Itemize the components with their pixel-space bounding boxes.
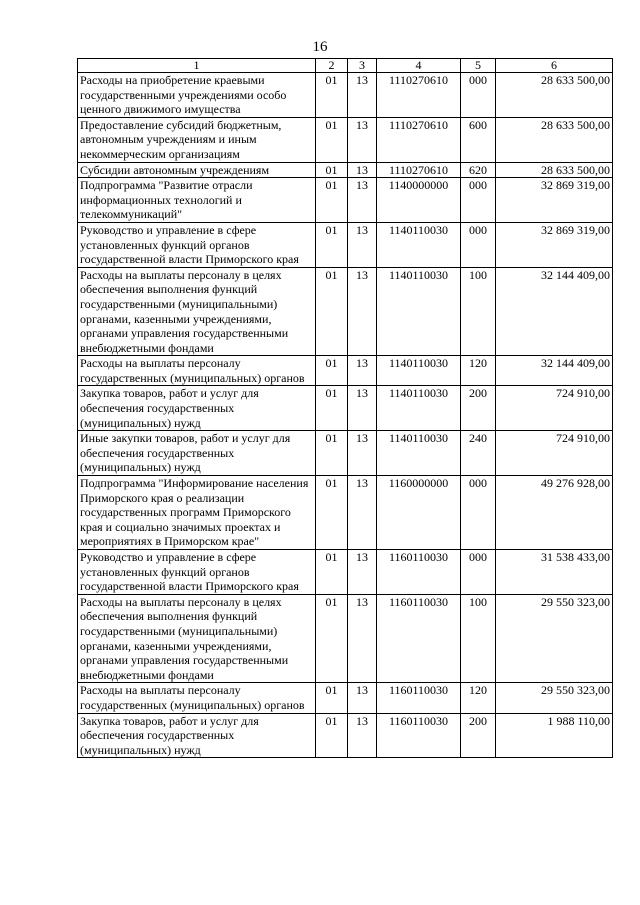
table-row (78, 222, 613, 267)
table-row (78, 594, 613, 683)
table-row (78, 386, 613, 431)
row-section-cell: 01 (316, 178, 348, 223)
row-target-cell: 1160110030 (377, 550, 461, 595)
row-target-cell: 1160000000 (377, 476, 461, 550)
row-expense-type-cell: 240 (461, 431, 496, 476)
row-section-cell: 01 (316, 73, 348, 118)
row-section-cell: 01 (316, 162, 348, 178)
row-section-cell: 01 (316, 386, 348, 431)
column-header-name: 1 (78, 59, 316, 73)
row-amount-cell: 31 538 433,00 (496, 550, 613, 595)
row-expense-type-cell: 600 (461, 117, 496, 162)
row-amount-cell: 28 633 500,00 (496, 162, 613, 178)
row-target-cell: 1160110030 (377, 594, 461, 683)
row-amount-cell: 32 869 319,00 (496, 222, 613, 267)
row-section-cell: 01 (316, 476, 348, 550)
row-target-cell: 1110270610 (377, 117, 461, 162)
column-number-row (78, 59, 613, 73)
row-subsection-cell: 13 (348, 222, 377, 267)
row-name-cell: Закупка товаров, работ и услуг для обеспечения государственных (муниципальных) нужд (78, 713, 316, 758)
table-row (78, 431, 613, 476)
row-section-cell: 01 (316, 117, 348, 162)
page-number: 16 (312, 39, 328, 55)
row-section-cell: 01 (316, 594, 348, 683)
row-amount-cell: 32 869 319,00 (496, 178, 613, 223)
row-name-cell: Руководство и управление в сфере установленных функций органов государственной власти Приморского края (78, 222, 316, 267)
row-subsection-cell: 13 (348, 683, 377, 713)
row-target-cell: 1140110030 (377, 222, 461, 267)
row-expense-type-cell: 000 (461, 73, 496, 118)
row-expense-type-cell: 000 (461, 476, 496, 550)
row-name-cell: Иные закупки товаров, работ и услуг для обеспечения государственных (муниципальных) нужд (78, 431, 316, 476)
table-row (78, 73, 613, 118)
row-name-cell: Расходы на выплаты персоналу в целях обеспечения выполнения функций государственными (муниципальными) органами, казенными учреждениями, органами управления государственными внебюджетными фондами (78, 594, 316, 683)
row-subsection-cell: 13 (348, 386, 377, 431)
column-header-expense-type: 5 (461, 59, 496, 73)
row-expense-type-cell: 100 (461, 267, 496, 356)
row-expense-type-cell: 120 (461, 683, 496, 713)
row-subsection-cell: 13 (348, 550, 377, 595)
row-subsection-cell: 13 (348, 713, 377, 758)
row-name-cell: Закупка товаров, работ и услуг для обеспечения государственных (муниципальных) нужд (78, 386, 316, 431)
table-row (78, 117, 613, 162)
row-subsection-cell: 13 (348, 594, 377, 683)
row-name-cell: Расходы на выплаты персоналу в целях обеспечения выполнения функций государственными (муниципальными) органами, казенными учреждениями, органами управления государственными внебюджетными фондами (78, 267, 316, 356)
row-section-cell: 01 (316, 267, 348, 356)
row-amount-cell: 724 910,00 (496, 386, 613, 431)
row-amount-cell: 28 633 500,00 (496, 73, 613, 118)
row-target-cell: 1160110030 (377, 683, 461, 713)
column-header-target: 4 (377, 59, 461, 73)
row-section-cell: 01 (316, 431, 348, 476)
table-row (78, 356, 613, 386)
row-name-cell: Расходы на приобретение краевыми государственными учреждениями особо ценного движимого имущества (78, 73, 316, 118)
table-row (78, 162, 613, 178)
row-name-cell: Предоставление субсидий бюджетным, автономным учреждениям и иным некоммерческим организациям (78, 117, 316, 162)
row-section-cell: 01 (316, 683, 348, 713)
row-amount-cell: 29 550 323,00 (496, 683, 613, 713)
row-name-cell: Руководство и управление в сфере установленных функций органов государственной власти Приморского края (78, 550, 316, 595)
row-section-cell: 01 (316, 356, 348, 386)
row-name-cell: Расходы на выплаты персоналу государственных (муниципальных) органов (78, 356, 316, 386)
row-amount-cell: 29 550 323,00 (496, 594, 613, 683)
table-row (78, 550, 613, 595)
row-target-cell: 1140110030 (377, 356, 461, 386)
table-body (78, 73, 613, 758)
row-section-cell: 01 (316, 713, 348, 758)
row-name-cell: Субсидии автономным учреждениям (78, 162, 316, 178)
row-subsection-cell: 13 (348, 117, 377, 162)
row-expense-type-cell: 000 (461, 178, 496, 223)
row-target-cell: 1110270610 (377, 162, 461, 178)
row-expense-type-cell: 200 (461, 386, 496, 431)
row-expense-type-cell: 120 (461, 356, 496, 386)
row-name-cell: Подпрограмма "Информирование населения Приморского края о реализации государственных программ Приморского края и социально значимых проектах и мероприятиях в Приморском крае" (78, 476, 316, 550)
row-expense-type-cell: 100 (461, 594, 496, 683)
column-header-amount: 6 (496, 59, 613, 73)
table-row (78, 713, 613, 758)
row-name-cell: Подпрограмма "Развитие отрасли информационных технологий и телекоммуникаций" (78, 178, 316, 223)
row-subsection-cell: 13 (348, 431, 377, 476)
row-target-cell: 1160110030 (377, 713, 461, 758)
table-row (78, 178, 613, 223)
column-header-subsection: 3 (348, 59, 377, 73)
row-subsection-cell: 13 (348, 476, 377, 550)
row-subsection-cell: 13 (348, 73, 377, 118)
row-expense-type-cell: 620 (461, 162, 496, 178)
row-amount-cell: 1 988 110,00 (496, 713, 613, 758)
row-amount-cell: 32 144 409,00 (496, 267, 613, 356)
budget-table (77, 58, 613, 758)
row-amount-cell: 32 144 409,00 (496, 356, 613, 386)
row-section-cell: 01 (316, 222, 348, 267)
row-amount-cell: 49 276 928,00 (496, 476, 613, 550)
row-section-cell: 01 (316, 550, 348, 595)
row-target-cell: 1140110030 (377, 267, 461, 356)
row-amount-cell: 724 910,00 (496, 431, 613, 476)
row-expense-type-cell: 000 (461, 222, 496, 267)
row-amount-cell: 28 633 500,00 (496, 117, 613, 162)
column-header-section: 2 (316, 59, 348, 73)
row-expense-type-cell: 000 (461, 550, 496, 595)
row-subsection-cell: 13 (348, 267, 377, 356)
table-row (78, 683, 613, 713)
table-row (78, 267, 613, 356)
row-expense-type-cell: 200 (461, 713, 496, 758)
row-target-cell: 1110270610 (377, 73, 461, 118)
row-target-cell: 1140000000 (377, 178, 461, 223)
row-subsection-cell: 13 (348, 162, 377, 178)
row-subsection-cell: 13 (348, 178, 377, 223)
row-subsection-cell: 13 (348, 356, 377, 386)
row-target-cell: 1140110030 (377, 386, 461, 431)
table-row (78, 476, 613, 550)
row-target-cell: 1140110030 (377, 431, 461, 476)
row-name-cell: Расходы на выплаты персоналу государственных (муниципальных) органов (78, 683, 316, 713)
